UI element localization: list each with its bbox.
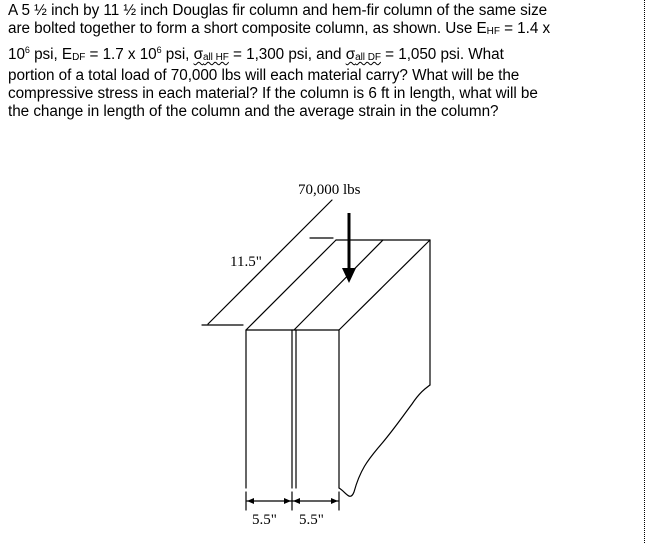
width-arrow-right [331, 498, 338, 504]
width-label-douglas-fir: 5.5" [252, 512, 277, 528]
problem-line-2: are bolted together to form a short composite column, as shown. Use EHF = 1.4 x [8, 20, 551, 37]
width-label-hem-fir: 5.5" [299, 512, 324, 528]
width-arrow-left [247, 498, 254, 504]
width-arrow-mid-left [284, 498, 291, 504]
sigma-allowable-hf: σall HF [193, 46, 229, 63]
break-line [339, 385, 430, 496]
load-arrow [342, 213, 356, 283]
load-label: 70,000 lbs [298, 182, 361, 198]
superscript-6: 6 [156, 45, 162, 55]
problem-line-4: portion of a total load of 70,000 lbs will each material carry? What will be the [8, 67, 520, 84]
problem-line-6: the change in length of the column and the average strain in the column? [8, 103, 499, 120]
problem-line-3: $10^6$ psi, EDF = 1.7 x $10^6$ psi, σall HF = 1,300 psi, and σall DF = 1,050 psi. What [8, 45, 504, 63]
sigma-allowable-df: σall DF [345, 46, 381, 63]
depth-label: 11.5" [230, 254, 262, 270]
problem-line-5: compressive stress in each material? If the column is 6 ft in length, what will be [8, 85, 538, 102]
subscript-df: DF [72, 52, 86, 63]
width-arrow-mid-right [293, 498, 300, 504]
problem-line-1: A 5 ½ inch by 11 ½ inch Douglas fir column and hem-fir column of the same size [8, 2, 548, 19]
subscript-hf: HF [486, 26, 500, 37]
top-face-right-edge [339, 240, 430, 330]
superscript-6: 6 [24, 45, 30, 55]
top-face-center-edge [294, 240, 383, 330]
